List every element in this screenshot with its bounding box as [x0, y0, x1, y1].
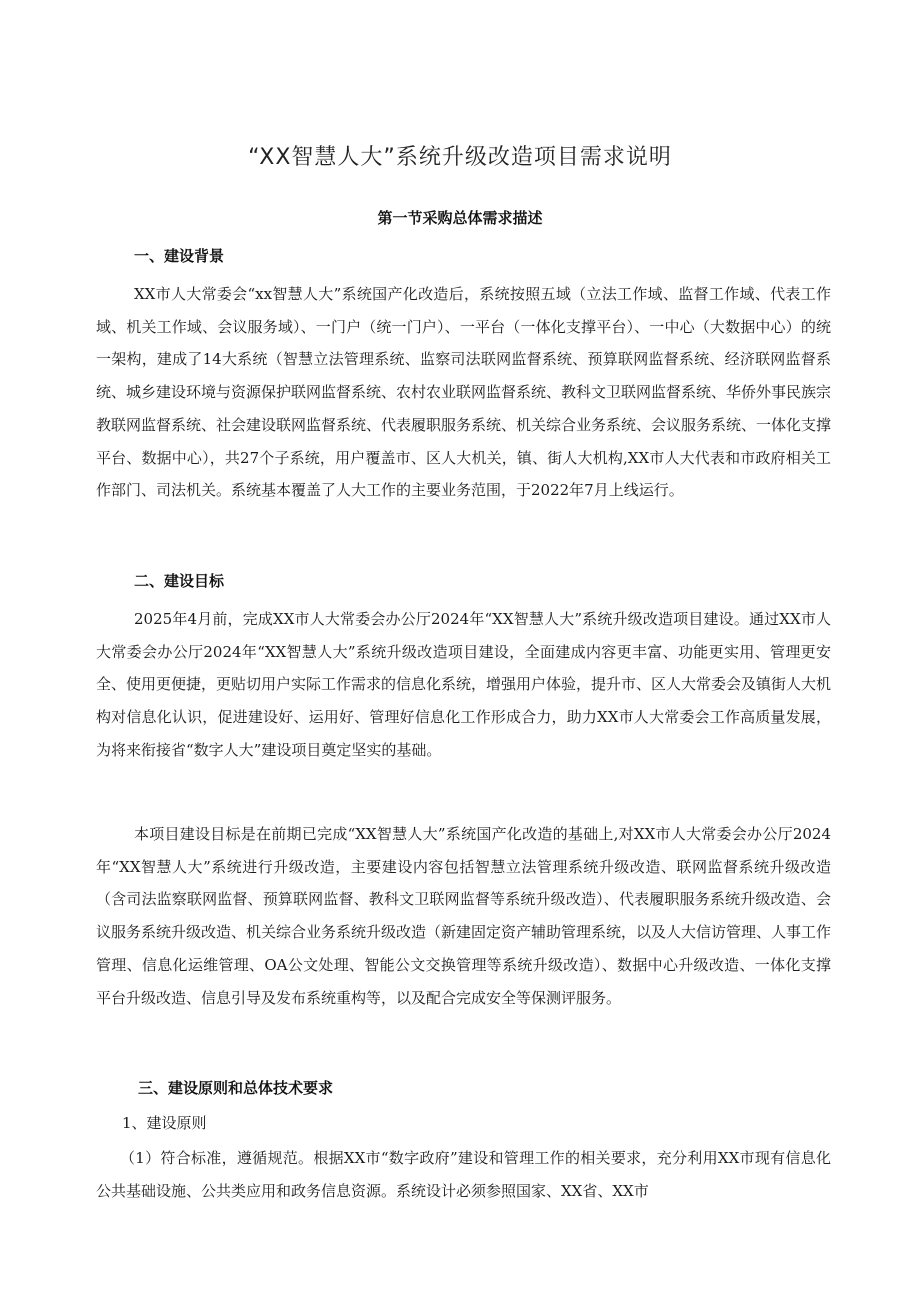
- subheading-principles: 1、建设原则: [122, 1114, 207, 1132]
- paragraph-background: XX市人大常委会“xx智慧人大”系统国产化改造后，系统按照五域（立法工作域、监督工作域、代表工作域、机关工作域、会议服务域）、一门户（统一门户）、一平台（一体化支撑平台）、一中心（大数据中心）的统一架构，建成了14大系统（智慧立法管理系统、监察司法联网监督系统、预算联网监督系统、经济联网监督系统、城乡建设环境与资源保护联网监督系统、农村农业联网监督系统、教科文卫联网监督系统、华侨外事民族宗教联网监督系统、社会建设联网监督系统、代表履职服务系统、机关综合业务系统、会议服务系统、一体化支撑平台、数据中心），共27个子系统，用户覆盖市、区人大机关，镇、街人大机构,XX市人大代表和市政府相关工作部门、司法机关。系统基本覆盖了人大工作的主要业务范围，于2022年7月上线运行。: [96, 285, 832, 500]
- heading-background: 一、建设背景: [134, 247, 225, 265]
- paragraph-goals-1: 2025年4月前，完成XX市人大常委会办公厅2024年“XX智慧人大”系统升级改造项目建设。通过XX市人大常委会办公厅2024年“XX智慧人大”系统升级改造项目建设，全面建成内容更丰富、功能更实用、管理更安全、使用更便捷，更贴切用户实际工作需求的信息化系统，增强用户体验，提升市、区人大常委会及镇街人大机构对信息化认识，促进建设好、运用好、管理好信息化工作形成合力，助力XX市人大常委会工作高质量发展，为将来衔接省“数字人大”建设项目奠定坚实的基础。: [96, 610, 832, 759]
- heading-principles: 三、建设原则和总体技术要求: [138, 1079, 334, 1097]
- section-heading: 第一节采购总体需求描述: [377, 209, 543, 227]
- document-title: “XX智慧人大”系统升级改造项目需求说明: [248, 145, 672, 170]
- heading-goals: 二、建设目标: [134, 572, 225, 590]
- paragraph-principles-1: （1）符合标准，遵循规范。根据XX市“数字政府”建设和管理工作的相关要求，充分利用XX市现有信息化公共基础设施、公共类应用和政务信息资源。系统设计必须参照国家、XX省、XX市: [96, 1149, 831, 1200]
- paragraph-goals-2: 本项目建设目标是在前期已完成“XX智慧人大”系统国产化改造的基础上,对XX市人大常委会办公厅2024年“XX智慧人大”系统进行升级改造，主要建设内容包括智慧立法管理系统升级改造、联网监督系统升级改造（含司法监察联网监督、预算联网监督、教科文卫联网监督等系统升级改造）、代表履职服务系统升级改造、会议服务系统升级改造、机关综合业务系统升级改造（新建固定资产辅助管理系统，以及人大信访管理、人事工作管理、信息化运维管理、OA公文处理、智能公文交换管理等系统升级改造）、数据中心升级改造、一体化支撑平台升级改造、信息引导及发布系统重构等，以及配合完成安全等保测评服务。: [96, 825, 832, 1007]
